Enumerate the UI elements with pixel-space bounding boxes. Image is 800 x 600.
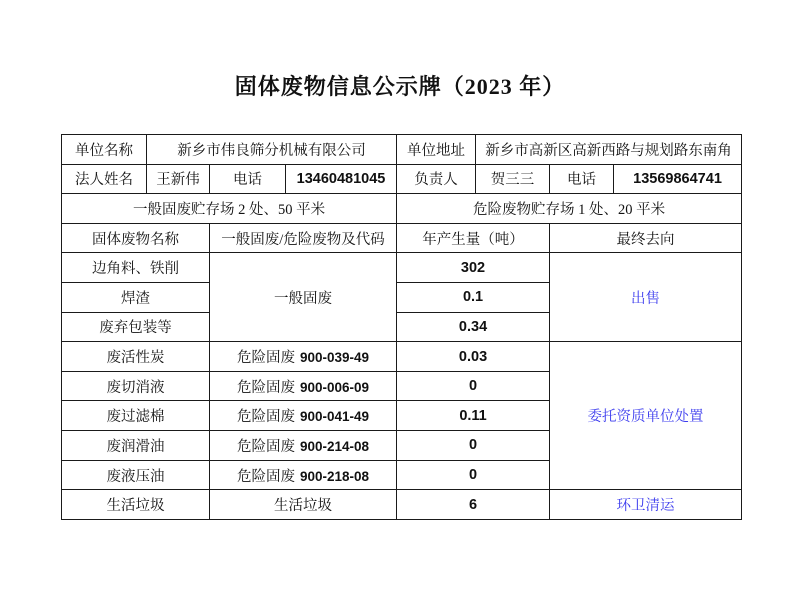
unit-name-label: 单位名称 [62,135,147,165]
waste-category-cell [210,342,397,372]
hazard-type: 危险固废 [236,350,295,367]
waste-category-cell: 一般固废 [210,253,397,342]
hazard-code: 900-006-09 [299,379,370,395]
hazard-code: 900-041-49 [299,409,370,425]
legal-person-label: 法人姓名 [62,164,147,194]
waste-row [62,342,742,372]
hazard-type: 危险固废 [236,409,295,426]
waste-name-cell: 废活性炭 [62,342,210,372]
waste-name-cell: 边角料、铁削 [62,253,210,283]
annual-amount-cell: 0.34 [397,312,550,342]
header-waste-name: 固体废物名称 [62,223,210,253]
responsible-person-label: 负责人 [397,164,476,194]
phone1-value: 13460481045 [286,164,397,194]
waste-category-cell [210,431,397,461]
waste-category-cell: 生活垃圾 [210,490,397,520]
unit-address-value: 新乡市高新区高新西路与规划路东南角 [476,135,742,165]
waste-name-cell: 废切消液 [62,371,210,401]
waste-category-cell [210,371,397,401]
waste-row [62,490,742,520]
waste-name-cell: 焊渣 [62,283,210,313]
hazard-code: 900-214-08 [299,438,370,454]
hazard-code: 900-039-49 [299,350,370,366]
storage-info-row [62,194,742,224]
annual-amount-cell: 0.1 [397,283,550,313]
unit-info-row [62,135,742,165]
person-info-row [62,164,742,194]
annual-amount-cell: 0 [397,431,550,461]
waste-category-cell [210,460,397,490]
legal-person-value: 王新伟 [147,164,210,194]
annual-amount-cell: 0 [397,371,550,401]
phone2-value: 13569864741 [614,164,742,194]
responsible-person-value: 贺三三 [476,164,550,194]
waste-name-cell: 生活垃圾 [62,490,210,520]
annual-amount-cell: 0.11 [397,401,550,431]
hazard-type: 危险固废 [236,468,295,485]
annual-amount-cell: 0.03 [397,342,550,372]
annual-amount-cell: 302 [397,253,550,283]
waste-name-cell: 废弃包装等 [62,312,210,342]
unit-address-label: 单位地址 [397,135,476,165]
phone1-label: 电话 [210,164,286,194]
general-storage-info: 一般固废贮存场 2 处、50 平米 [62,194,397,224]
header-final-destination: 最终去向 [550,223,742,253]
waste-category-cell [210,401,397,431]
hazard-code: 900-218-08 [299,468,370,484]
waste-name-cell: 废过滤棉 [62,401,210,431]
hazard-type: 危险固废 [236,438,295,455]
waste-row [62,253,742,283]
page-title: 固体废物信息公示牌（2023 年） [234,74,566,99]
destination-cell: 委托资质单位处置 [550,342,742,490]
destination-cell: 环卫清运 [550,490,742,520]
header-waste-category: 一般固废/危险废物及代码 [210,223,397,253]
hazard-type: 危险固废 [236,379,295,396]
header-annual-amount: 年产生量（吨） [397,223,550,253]
destination-cell: 出售 [550,253,742,342]
annual-amount-cell: 6 [397,490,550,520]
annual-amount-cell: 0 [397,460,550,490]
phone2-label: 电话 [550,164,614,194]
waste-header-row [62,223,742,253]
unit-name-value: 新乡市伟良筛分机械有限公司 [147,135,397,165]
waste-name-cell: 废润滑油 [62,431,210,461]
waste-notice-table [61,134,742,520]
waste-name-cell: 废液压油 [62,460,210,490]
hazardous-storage-info: 危险废物贮存场 1 处、20 平米 [397,194,742,224]
